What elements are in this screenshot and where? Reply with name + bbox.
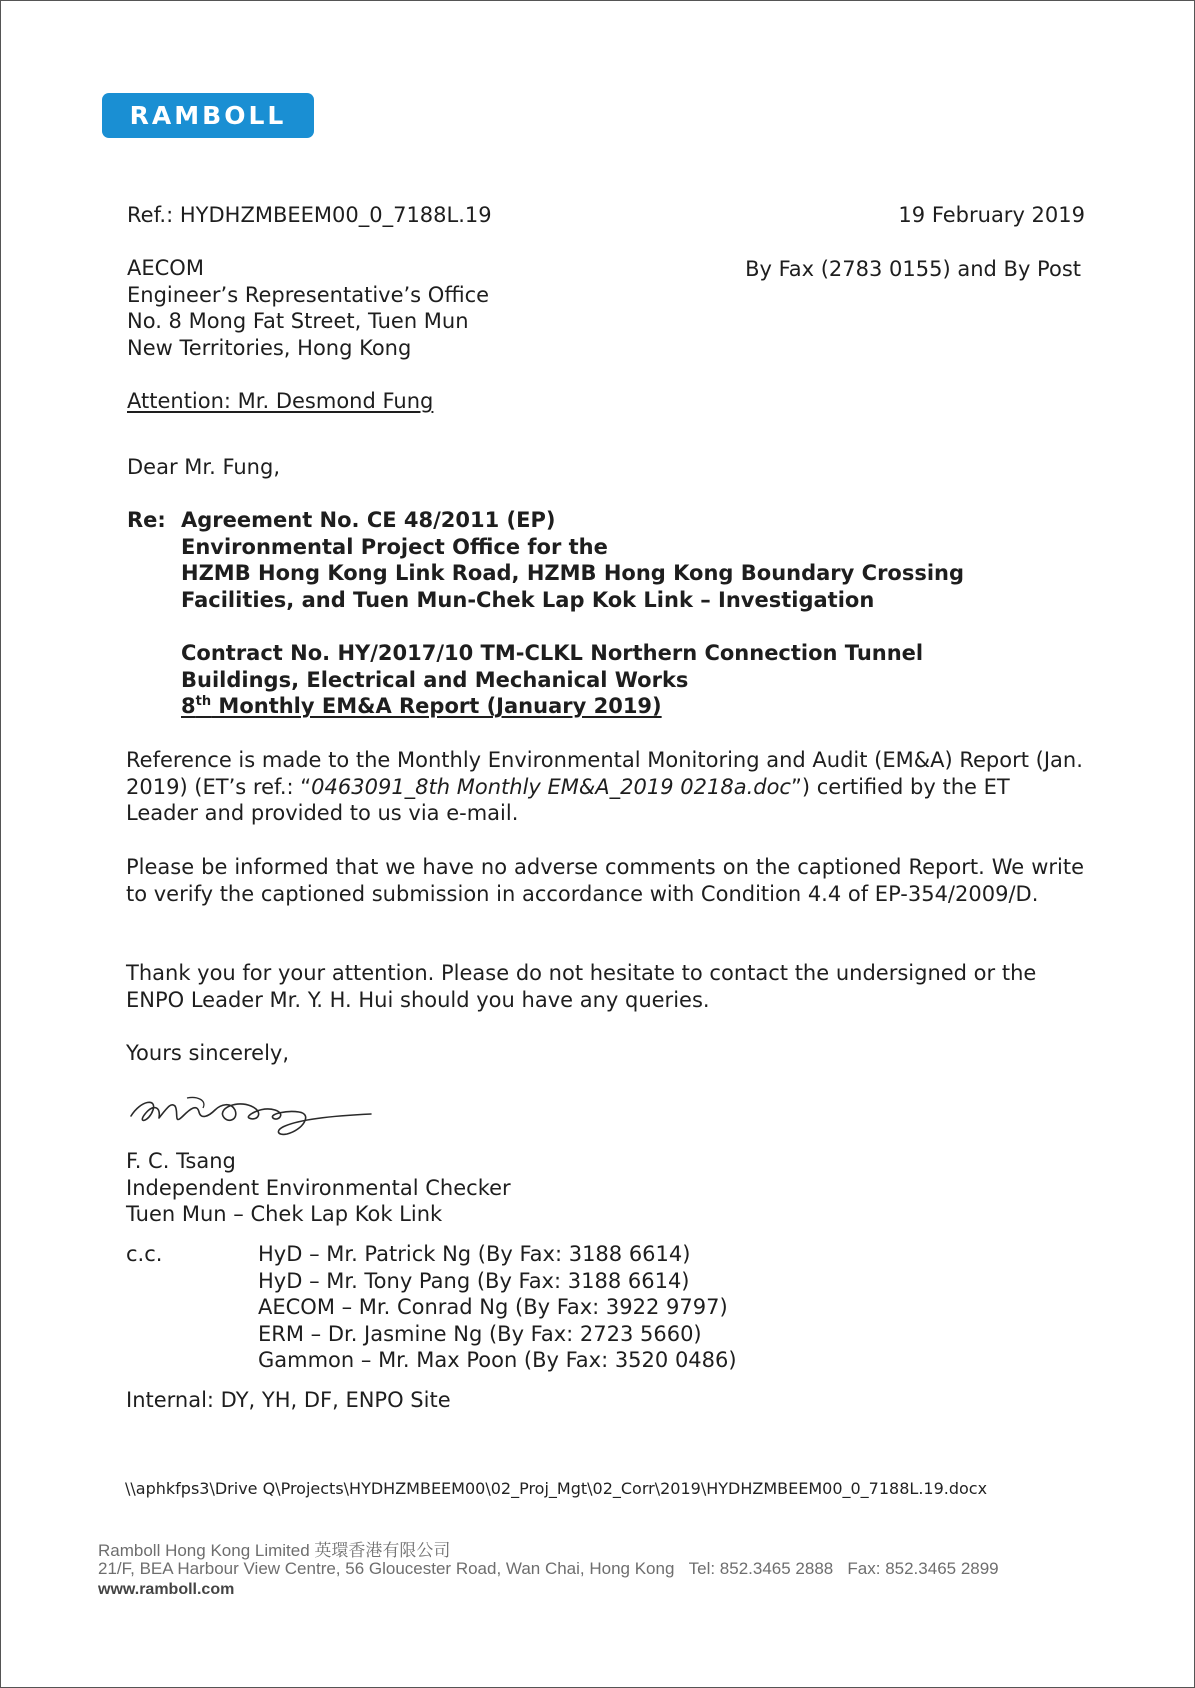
cc-entry: HyD – Mr. Tony Pang (By Fax: 3188 6614) (258, 1268, 690, 1293)
subject-block (181, 507, 964, 613)
footer-contact (98, 1559, 999, 1579)
contract-block (181, 640, 923, 720)
signatory-name: F. C. Tsang (126, 1149, 236, 1173)
file-path: \\aphkfps3\Drive Q\Projects\HYDHZMBEEM00\02_Proj_Mgt\02_Corr\2019\HYDHZMBEEM00_0_7188L.19.docx (125, 1479, 988, 1498)
logo-text: RAMBOLL (129, 101, 287, 130)
salutation: Dear Mr. Fung, (127, 455, 280, 479)
footer-address: 21/F, BEA Harbour View Centre, 56 Gloucester Road, Wan Chai, Hong Kong (98, 1559, 675, 1578)
signatory-project: Tuen Mun – Chek Lap Kok Link (126, 1202, 443, 1226)
subject-line: HZMB Hong Kong Link Road, HZMB Hong Kong Boundary Crossing (181, 561, 965, 585)
recipient-address (127, 255, 489, 361)
contract-line: Buildings, Electrical and Mechanical Works (181, 667, 689, 692)
paragraph-reference: Reference is made to the Monthly Environmental Monitoring and Audit (EM&A) Report (Jan. 2019) (ET’s ref.: “0463091_8th Monthly EM&A_2019 0218a.doc”) certified by the ET Leader and provided to us via e-mail. (126, 748, 1083, 825)
report-title: 8th Monthly EM&A Report (January 2019) (181, 694, 662, 718)
reference-number: Ref.: HYDHZMBEEM00_0_7188L.19 (127, 203, 492, 227)
closing: Yours sincerely, (126, 1041, 290, 1065)
cc-entry: ERM – Dr. Jasmine Ng (By Fax: 2723 5660) (258, 1321, 702, 1346)
ramboll-logo (102, 93, 314, 138)
footer-company: Ramboll Hong Kong Limited 英環香港有限公司 (98, 1541, 451, 1560)
subject-line: Facilities, and Tuen Mun-Chek Lap Kok Link – Investigation (181, 587, 875, 612)
attention-line: Attention: Mr. Desmond Fung (127, 389, 434, 413)
recipient-line: No. 8 Mong Fat Street, Tuen Mun (127, 309, 469, 333)
signatory-title: Independent Environmental Checker (126, 1175, 511, 1200)
contract-line: Contract No. HY/2017/10 TM-CLKL Northern Connection Tunnel (181, 641, 924, 665)
cc-entry: AECOM – Mr. Conrad Ng (By Fax: 3922 9797) (258, 1295, 728, 1319)
delivery-method: By Fax (2783 0155) and By Post (745, 257, 1081, 281)
cc-label: c.c. (126, 1242, 163, 1266)
signature-icon (127, 1086, 377, 1142)
recipient-line: New Territories, Hong Kong (127, 335, 412, 360)
letter-date: 19 February 2019 (898, 203, 1085, 227)
signatory-block (126, 1148, 511, 1228)
paragraph-comments: Please be informed that we have no adverse comments on the captioned Report. We write to verify the captioned submission in accordance with Condition 4.4 of EP-354/2009/D. (126, 855, 1084, 906)
internal-distribution: Internal: DY, YH, DF, ENPO Site (126, 1388, 451, 1412)
cc-entry: HyD – Mr. Patrick Ng (By Fax: 3188 6614) (258, 1242, 691, 1266)
subject-line: Agreement No. CE 48/2011 (EP) (181, 508, 556, 532)
cc-list (258, 1241, 737, 1374)
paragraph-thanks: Thank you for your attention. Please do not hesitate to contact the undersigned or the ENPO Leader Mr. Y. H. Hui should you have any queries. (126, 961, 1037, 1012)
footer-tel: Tel: 852.3465 2888 (688, 1559, 834, 1578)
footer-website: www.ramboll.com (98, 1581, 235, 1598)
footer-fax: Fax: 852.3465 2899 (847, 1559, 999, 1578)
cc-entry: Gammon – Mr. Max Poon (By Fax: 3520 0486) (258, 1348, 737, 1372)
subject-line: Environmental Project Office for the (181, 534, 608, 559)
recipient-line: Engineer’s Representative’s Office (127, 282, 490, 307)
re-label: Re: (127, 508, 166, 532)
recipient-line: AECOM (127, 256, 204, 280)
